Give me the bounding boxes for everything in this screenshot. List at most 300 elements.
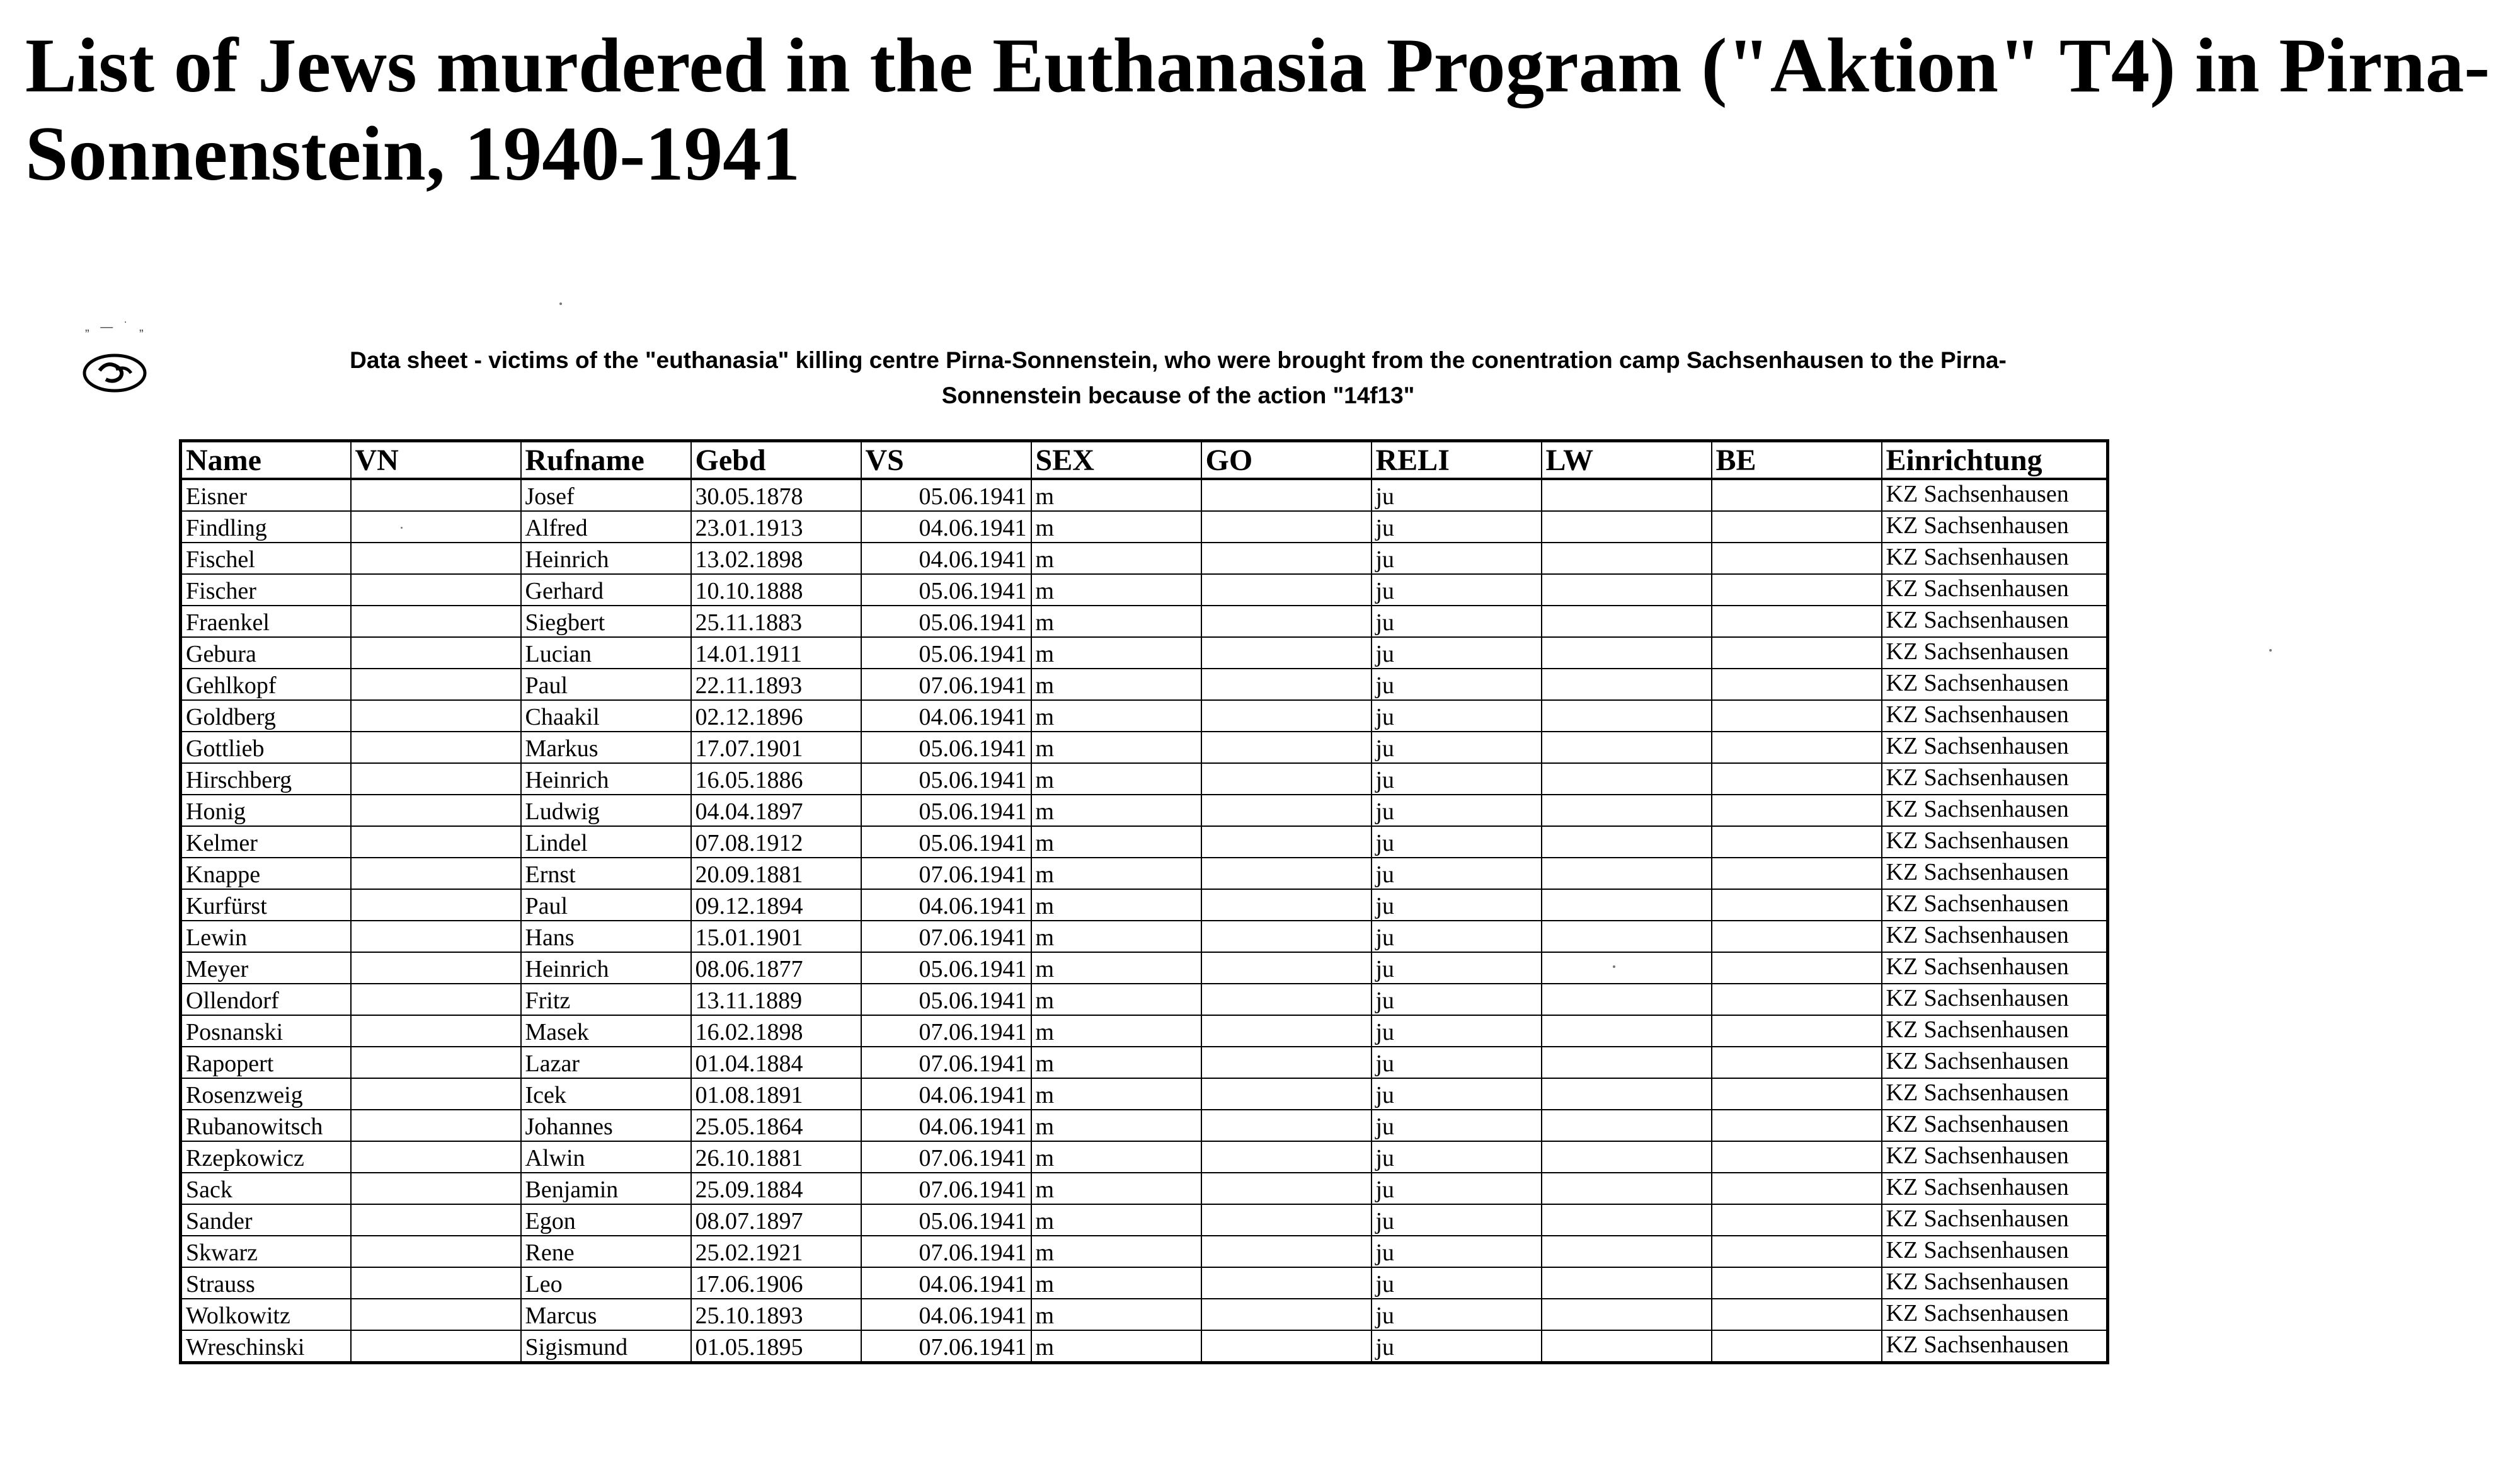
- cell-go: [1201, 1330, 1372, 1363]
- cell-vs: 04.06.1941: [861, 889, 1031, 921]
- cell-lw: [1542, 732, 1712, 763]
- table-row: [181, 1110, 2108, 1141]
- cell-be: [1712, 700, 1882, 732]
- cell-lw: [1542, 1015, 1712, 1047]
- cell-einrichtung: KZ Sachsenhausen: [1882, 1267, 2108, 1299]
- cell-vn: [351, 1078, 521, 1110]
- cell-sex: m: [1031, 984, 1201, 1015]
- cell-sex: m: [1031, 669, 1201, 700]
- cell-name: Gottlieb: [181, 732, 351, 763]
- cell-vs: 07.06.1941: [861, 1047, 1031, 1078]
- cell-sex: m: [1031, 921, 1201, 952]
- cell-be: [1712, 984, 1882, 1015]
- cell-vs: 05.06.1941: [861, 1204, 1031, 1236]
- cell-lw: [1542, 889, 1712, 921]
- cell-einrichtung: KZ Sachsenhausen: [1882, 637, 2108, 669]
- cell-rufname: Alwin: [521, 1141, 691, 1173]
- scan-speck: [2269, 649, 2272, 652]
- cell-lw: [1542, 763, 1712, 795]
- cell-vn: [351, 574, 521, 606]
- cell-gebd: 26.10.1881: [691, 1141, 861, 1173]
- cell-be: [1712, 1330, 1882, 1363]
- cell-einrichtung: KZ Sachsenhausen: [1882, 984, 2108, 1015]
- cell-einrichtung: KZ Sachsenhausen: [1882, 921, 2108, 952]
- cell-einrichtung: KZ Sachsenhausen: [1882, 511, 2108, 543]
- cell-vn: [351, 1236, 521, 1267]
- cell-be: [1712, 479, 1882, 511]
- cell-gebd: 07.08.1912: [691, 826, 861, 858]
- cell-rufname: Paul: [521, 669, 691, 700]
- cell-reli: ju: [1372, 511, 1542, 543]
- cell-rufname: Josef: [521, 479, 691, 511]
- table-row: [181, 606, 2108, 637]
- cell-einrichtung: KZ Sachsenhausen: [1882, 479, 2108, 511]
- column-header-reli: RELI: [1372, 441, 1542, 480]
- cell-reli: ju: [1372, 1047, 1542, 1078]
- cell-rufname: Leo: [521, 1267, 691, 1299]
- cell-reli: ju: [1372, 574, 1542, 606]
- cell-go: [1201, 921, 1372, 952]
- cell-reli: ju: [1372, 921, 1542, 952]
- cell-lw: [1542, 1330, 1712, 1363]
- cell-lw: [1542, 1267, 1712, 1299]
- cell-vn: [351, 889, 521, 921]
- cell-vn: [351, 952, 521, 984]
- table-row: [181, 763, 2108, 795]
- cell-sex: m: [1031, 1047, 1201, 1078]
- cell-einrichtung: KZ Sachsenhausen: [1882, 1299, 2108, 1330]
- cell-name: Eisner: [181, 479, 351, 511]
- cell-einrichtung: KZ Sachsenhausen: [1882, 1078, 2108, 1110]
- cell-einrichtung: KZ Sachsenhausen: [1882, 669, 2108, 700]
- table-row: [181, 889, 2108, 921]
- cell-einrichtung: KZ Sachsenhausen: [1882, 1141, 2108, 1173]
- cell-lw: [1542, 669, 1712, 700]
- cell-be: [1712, 858, 1882, 889]
- cell-reli: ju: [1372, 1267, 1542, 1299]
- cell-go: [1201, 984, 1372, 1015]
- cell-reli: ju: [1372, 1078, 1542, 1110]
- table-row: [181, 574, 2108, 606]
- cell-reli: ju: [1372, 1299, 1542, 1330]
- cell-rufname: Fritz: [521, 984, 691, 1015]
- cell-gebd: 16.02.1898: [691, 1015, 861, 1047]
- cell-reli: ju: [1372, 606, 1542, 637]
- cell-sex: m: [1031, 1015, 1201, 1047]
- cell-gebd: 04.04.1897: [691, 795, 861, 826]
- column-header-rufname: Rufname: [521, 441, 691, 480]
- cell-go: [1201, 1299, 1372, 1330]
- column-header-einrichtung: Einrichtung: [1882, 441, 2108, 480]
- cell-vn: [351, 1141, 521, 1173]
- cell-rufname: Markus: [521, 732, 691, 763]
- cell-go: [1201, 574, 1372, 606]
- cell-name: Hirschberg: [181, 763, 351, 795]
- cell-sex: m: [1031, 1330, 1201, 1363]
- cell-gebd: 25.11.1883: [691, 606, 861, 637]
- cell-lw: [1542, 1173, 1712, 1204]
- cell-name: Rapopert: [181, 1047, 351, 1078]
- cell-gebd: 02.12.1896: [691, 700, 861, 732]
- cell-reli: ju: [1372, 1204, 1542, 1236]
- cell-lw: [1542, 1141, 1712, 1173]
- cell-go: [1201, 1173, 1372, 1204]
- table-row: [181, 700, 2108, 732]
- cell-go: [1201, 1110, 1372, 1141]
- cell-sex: m: [1031, 511, 1201, 543]
- cell-gebd: 17.07.1901: [691, 732, 861, 763]
- cell-be: [1712, 1236, 1882, 1267]
- cell-rufname: Johannes: [521, 1110, 691, 1141]
- cell-vs: 07.06.1941: [861, 669, 1031, 700]
- cell-rufname: Rene: [521, 1236, 691, 1267]
- cell-name: Ollendorf: [181, 984, 351, 1015]
- cell-rufname: Ludwig: [521, 795, 691, 826]
- cell-rufname: Heinrich: [521, 763, 691, 795]
- victims-table: [179, 439, 2109, 1364]
- cell-einrichtung: KZ Sachsenhausen: [1882, 889, 2108, 921]
- cell-vn: [351, 1299, 521, 1330]
- table-row: [181, 858, 2108, 889]
- cell-reli: ju: [1372, 889, 1542, 921]
- cell-vs: 04.06.1941: [861, 1078, 1031, 1110]
- cell-go: [1201, 511, 1372, 543]
- cell-name: Kurfürst: [181, 889, 351, 921]
- cell-name: Rubanowitsch: [181, 1110, 351, 1141]
- cell-name: Strauss: [181, 1267, 351, 1299]
- cell-vn: [351, 732, 521, 763]
- column-header-be: BE: [1712, 441, 1882, 480]
- cell-sex: m: [1031, 763, 1201, 795]
- cell-be: [1712, 763, 1882, 795]
- column-header-vs: VS: [861, 441, 1031, 480]
- cell-vs: 04.06.1941: [861, 1299, 1031, 1330]
- cell-vs: 07.06.1941: [861, 1236, 1031, 1267]
- column-header-name: Name: [181, 441, 351, 480]
- cell-rufname: Siegbert: [521, 606, 691, 637]
- column-header-go: GO: [1201, 441, 1372, 480]
- cell-rufname: Chaakil: [521, 700, 691, 732]
- cell-go: [1201, 1047, 1372, 1078]
- cell-vn: [351, 637, 521, 669]
- data-sheet-heading: [189, 343, 2167, 413]
- cell-be: [1712, 574, 1882, 606]
- cell-einrichtung: KZ Sachsenhausen: [1882, 1047, 2108, 1078]
- cell-sex: m: [1031, 479, 1201, 511]
- cell-lw: [1542, 1078, 1712, 1110]
- cell-name: Fraenkel: [181, 606, 351, 637]
- cell-einrichtung: KZ Sachsenhausen: [1882, 700, 2108, 732]
- cell-vs: 05.06.1941: [861, 637, 1031, 669]
- cell-name: Gebura: [181, 637, 351, 669]
- cell-sex: m: [1031, 1141, 1201, 1173]
- cell-vs: 05.06.1941: [861, 606, 1031, 637]
- cell-sex: m: [1031, 1204, 1201, 1236]
- cell-name: Lewin: [181, 921, 351, 952]
- cell-lw: [1542, 606, 1712, 637]
- cell-go: [1201, 763, 1372, 795]
- cell-vs: 05.06.1941: [861, 795, 1031, 826]
- cell-gebd: 17.06.1906: [691, 1267, 861, 1299]
- page-title: List of Jews murdered in the Euthanasia Program ("Aktion" T4) in Pirna-Sonnenstein, 1940-1941: [25, 22, 2490, 197]
- cell-vn: [351, 795, 521, 826]
- cell-rufname: Egon: [521, 1204, 691, 1236]
- cell-reli: ju: [1372, 479, 1542, 511]
- cell-gebd: 25.02.1921: [691, 1236, 861, 1267]
- cell-name: Knappe: [181, 858, 351, 889]
- cell-go: [1201, 795, 1372, 826]
- table-row: [181, 669, 2108, 700]
- cell-vn: [351, 984, 521, 1015]
- cell-go: [1201, 826, 1372, 858]
- cell-rufname: Sigismund: [521, 1330, 691, 1363]
- cell-reli: ju: [1372, 984, 1542, 1015]
- cell-vn: [351, 826, 521, 858]
- cell-rufname: Lucian: [521, 637, 691, 669]
- cell-be: [1712, 952, 1882, 984]
- cell-rufname: Paul: [521, 889, 691, 921]
- cell-reli: ju: [1372, 669, 1542, 700]
- cell-gebd: 25.09.1884: [691, 1173, 861, 1204]
- cell-go: [1201, 479, 1372, 511]
- header-row: [181, 441, 2108, 480]
- cell-be: [1712, 1110, 1882, 1141]
- cell-reli: ju: [1372, 826, 1542, 858]
- cell-name: Skwarz: [181, 1236, 351, 1267]
- cell-vs: 07.06.1941: [861, 858, 1031, 889]
- cell-reli: ju: [1372, 637, 1542, 669]
- cell-sex: m: [1031, 1078, 1201, 1110]
- cell-sex: m: [1031, 700, 1201, 732]
- cell-gebd: 01.08.1891: [691, 1078, 861, 1110]
- cell-gebd: 08.07.1897: [691, 1204, 861, 1236]
- cell-go: [1201, 732, 1372, 763]
- cell-vn: [351, 1015, 521, 1047]
- cell-lw: [1542, 826, 1712, 858]
- cell-lw: [1542, 984, 1712, 1015]
- cell-vs: 04.06.1941: [861, 1110, 1031, 1141]
- cell-rufname: Lazar: [521, 1047, 691, 1078]
- cell-be: [1712, 543, 1882, 574]
- scan-artifact-marks: „ — ˙ „: [85, 320, 147, 334]
- cell-einrichtung: KZ Sachsenhausen: [1882, 1173, 2108, 1204]
- cell-gebd: 01.05.1895: [691, 1330, 861, 1363]
- table-row: [181, 1204, 2108, 1236]
- cell-lw: [1542, 479, 1712, 511]
- cell-name: Posnanski: [181, 1015, 351, 1047]
- cell-be: [1712, 1047, 1882, 1078]
- cell-vs: 04.06.1941: [861, 511, 1031, 543]
- cell-vn: [351, 606, 521, 637]
- cell-einrichtung: KZ Sachsenhausen: [1882, 574, 2108, 606]
- cell-einrichtung: KZ Sachsenhausen: [1882, 1204, 2108, 1236]
- cell-go: [1201, 700, 1372, 732]
- table-row: [181, 1047, 2108, 1078]
- cell-einrichtung: KZ Sachsenhausen: [1882, 858, 2108, 889]
- cell-reli: ju: [1372, 1173, 1542, 1204]
- column-header-gebd: Gebd: [691, 441, 861, 480]
- cell-sex: m: [1031, 1110, 1201, 1141]
- cell-lw: [1542, 511, 1712, 543]
- cell-vn: [351, 700, 521, 732]
- cell-be: [1712, 1015, 1882, 1047]
- cell-lw: [1542, 858, 1712, 889]
- table-row: [181, 921, 2108, 952]
- cell-go: [1201, 1078, 1372, 1110]
- cell-sex: m: [1031, 1173, 1201, 1204]
- cell-lw: [1542, 637, 1712, 669]
- cell-gebd: 01.04.1884: [691, 1047, 861, 1078]
- cell-be: [1712, 1173, 1882, 1204]
- cell-vn: [351, 1110, 521, 1141]
- cell-be: [1712, 511, 1882, 543]
- cell-rufname: Icek: [521, 1078, 691, 1110]
- table-row: [181, 1015, 2108, 1047]
- victims-table-body: [181, 479, 2108, 1363]
- cell-be: [1712, 669, 1882, 700]
- cell-be: [1712, 795, 1882, 826]
- cell-be: [1712, 606, 1882, 637]
- cell-gebd: 15.01.1901: [691, 921, 861, 952]
- cell-sex: m: [1031, 826, 1201, 858]
- cell-be: [1712, 1267, 1882, 1299]
- cell-vs: 05.06.1941: [861, 479, 1031, 511]
- cell-vs: 07.06.1941: [861, 1015, 1031, 1047]
- cell-go: [1201, 1236, 1372, 1267]
- cell-gebd: 13.11.1889: [691, 984, 861, 1015]
- cell-sex: m: [1031, 543, 1201, 574]
- cell-rufname: Heinrich: [521, 543, 691, 574]
- cell-vs: 05.06.1941: [861, 574, 1031, 606]
- cell-reli: ju: [1372, 858, 1542, 889]
- cell-vs: 05.06.1941: [861, 732, 1031, 763]
- cell-be: [1712, 637, 1882, 669]
- data-sheet-heading-line1: Data sheet - victims of the "euthanasia" killing centre Pirna-Sonnenstein, who were brought from the conentration camp Sachsenhausen to the Pirna-: [350, 347, 2007, 373]
- cell-gebd: 14.01.1911: [691, 637, 861, 669]
- cell-einrichtung: KZ Sachsenhausen: [1882, 763, 2108, 795]
- cell-lw: [1542, 1236, 1712, 1267]
- cell-sex: m: [1031, 1267, 1201, 1299]
- cell-vn: [351, 858, 521, 889]
- cell-name: Sack: [181, 1173, 351, 1204]
- cell-reli: ju: [1372, 763, 1542, 795]
- cell-reli: ju: [1372, 543, 1542, 574]
- cell-name: Kelmer: [181, 826, 351, 858]
- cell-gebd: 20.09.1881: [691, 858, 861, 889]
- cell-vn: [351, 669, 521, 700]
- cell-sex: m: [1031, 606, 1201, 637]
- cell-einrichtung: KZ Sachsenhausen: [1882, 1330, 2108, 1363]
- cell-vn: [351, 1267, 521, 1299]
- cell-sex: m: [1031, 952, 1201, 984]
- cell-gebd: 23.01.1913: [691, 511, 861, 543]
- cell-sex: m: [1031, 858, 1201, 889]
- table-row: [181, 543, 2108, 574]
- cell-gebd: 22.11.1893: [691, 669, 861, 700]
- cell-vs: 04.06.1941: [861, 543, 1031, 574]
- data-sheet-heading-line2: Sonnenstein because of the action "14f13": [941, 383, 1415, 408]
- cell-be: [1712, 921, 1882, 952]
- table-row: [181, 511, 2108, 543]
- cell-vn: [351, 1204, 521, 1236]
- table-row: [181, 1299, 2108, 1330]
- cell-reli: ju: [1372, 1015, 1542, 1047]
- cell-lw: [1542, 574, 1712, 606]
- cell-name: Rzepkowicz: [181, 1141, 351, 1173]
- table-row: [181, 1330, 2108, 1363]
- table-row: [181, 795, 2108, 826]
- cell-rufname: Alfred: [521, 511, 691, 543]
- cell-name: Rosenzweig: [181, 1078, 351, 1110]
- cell-reli: ju: [1372, 1236, 1542, 1267]
- cell-einrichtung: KZ Sachsenhausen: [1882, 732, 2108, 763]
- cell-reli: ju: [1372, 795, 1542, 826]
- cell-einrichtung: KZ Sachsenhausen: [1882, 826, 2108, 858]
- cell-einrichtung: KZ Sachsenhausen: [1882, 1015, 2108, 1047]
- cell-rufname: Marcus: [521, 1299, 691, 1330]
- cell-lw: [1542, 1204, 1712, 1236]
- cell-be: [1712, 1204, 1882, 1236]
- table-row: [181, 826, 2108, 858]
- cell-be: [1712, 826, 1882, 858]
- cell-vs: 07.06.1941: [861, 1173, 1031, 1204]
- cell-rufname: Benjamin: [521, 1173, 691, 1204]
- scan-speck: [559, 302, 562, 305]
- cell-gebd: 08.06.1877: [691, 952, 861, 984]
- cell-rufname: Hans: [521, 921, 691, 952]
- cell-vn: [351, 1173, 521, 1204]
- cell-be: [1712, 1299, 1882, 1330]
- cell-gebd: 13.02.1898: [691, 543, 861, 574]
- cell-einrichtung: KZ Sachsenhausen: [1882, 1236, 2108, 1267]
- victims-table-header: [181, 441, 2108, 480]
- cell-name: Honig: [181, 795, 351, 826]
- table-row: [181, 952, 2108, 984]
- table-row: [181, 1173, 2108, 1204]
- cell-sex: m: [1031, 795, 1201, 826]
- cell-lw: [1542, 795, 1712, 826]
- cell-vs: 07.06.1941: [861, 1141, 1031, 1173]
- cell-sex: m: [1031, 574, 1201, 606]
- cell-name: Fischel: [181, 543, 351, 574]
- cell-vs: 07.06.1941: [861, 1330, 1031, 1363]
- cell-name: Meyer: [181, 952, 351, 984]
- cell-go: [1201, 858, 1372, 889]
- cell-vn: [351, 479, 521, 511]
- cell-reli: ju: [1372, 1141, 1542, 1173]
- cell-gebd: 10.10.1888: [691, 574, 861, 606]
- cell-be: [1712, 1141, 1882, 1173]
- cell-einrichtung: KZ Sachsenhausen: [1882, 952, 2108, 984]
- cell-go: [1201, 1267, 1372, 1299]
- cell-go: [1201, 952, 1372, 984]
- cell-sex: m: [1031, 1299, 1201, 1330]
- cell-go: [1201, 1204, 1372, 1236]
- cell-sex: m: [1031, 637, 1201, 669]
- cell-reli: ju: [1372, 1330, 1542, 1363]
- cell-vn: [351, 543, 521, 574]
- cell-vs: 05.06.1941: [861, 826, 1031, 858]
- cell-name: Findling: [181, 511, 351, 543]
- cell-lw: [1542, 700, 1712, 732]
- cell-einrichtung: KZ Sachsenhausen: [1882, 795, 2108, 826]
- cell-go: [1201, 889, 1372, 921]
- cell-lw: [1542, 921, 1712, 952]
- cell-lw: [1542, 543, 1712, 574]
- cell-be: [1712, 732, 1882, 763]
- cell-rufname: Heinrich: [521, 952, 691, 984]
- circled-number-stamp-icon: [81, 352, 149, 394]
